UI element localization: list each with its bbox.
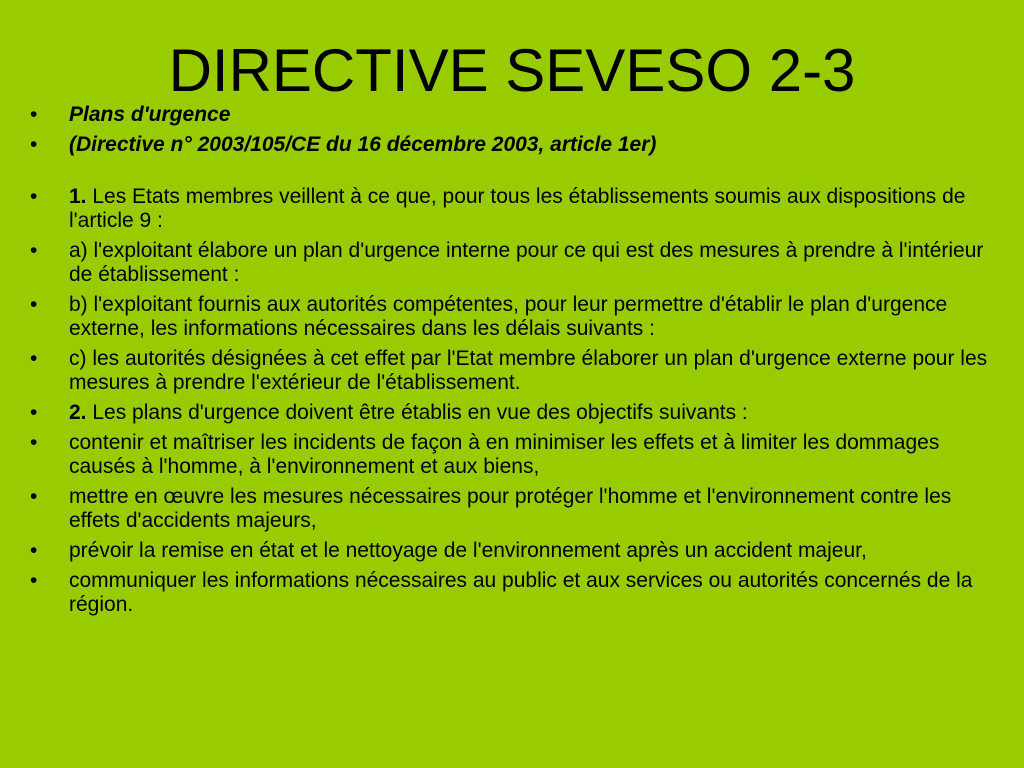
bullet-item-point-a (30, 239, 1000, 287)
bullet-icon: • (30, 133, 38, 156)
bullet-item-objective-communicate (30, 569, 1000, 617)
bullet-icon: • (30, 431, 38, 454)
bullet-text: mettre en œuvre les mesures nécessaires pour protéger l'homme et l'environnement contre les effets d'accidents majeurs, (69, 485, 952, 532)
bullet-text: Les Etats membres veillent à ce que, pour tous les établissements soumis aux dispositions de l'article 9 : (69, 185, 966, 232)
bullet-icon: • (30, 347, 38, 370)
bullet-item-objective-protect (30, 485, 1000, 533)
bullet-text: b) l'exploitant fournis aux autorités compétentes, pour leur permettre d'établir le plan d'urgence externe, les informations nécessaires dans les délais suivants : (69, 293, 948, 340)
bullet-item-point-2 (30, 401, 1000, 425)
bullet-item-point-1 (30, 185, 1000, 233)
bullet-list (30, 103, 1000, 617)
bullet-item-point-b (30, 293, 1000, 341)
bullet-item-objective-contain (30, 431, 1000, 479)
bullet-text: (Directive n° 2003/105/CE du 16 décembre 2003, article 1er) (69, 133, 657, 156)
slide-content (30, 103, 1000, 623)
bullet-icon: • (30, 539, 38, 562)
bullet-icon: • (30, 401, 38, 424)
bullet-text: prévoir la remise en état et le nettoyage de l'environnement après un accident majeur, (69, 539, 867, 562)
bullet-icon: • (30, 569, 38, 592)
slide-title: DIRECTIVE SEVESO 2-3 (168, 37, 856, 104)
bullet-icon: • (30, 103, 38, 126)
bullet-number: 1. (69, 185, 87, 208)
bullet-number: 2. (69, 401, 87, 424)
bullet-text: contenir et maîtriser les incidents de façon à en minimiser les effets et à limiter les dommages causés à l'homme, à l'environnement et aux biens, (69, 431, 940, 478)
bullet-text: communiquer les informations nécessaires au public et aux services ou autorités concernés de la région. (69, 569, 973, 616)
bullet-icon: • (30, 239, 38, 262)
bullet-item-objective-restore (30, 539, 1000, 563)
bullet-text: a) l'exploitant élabore un plan d'urgence interne pour ce qui est des mesures à prendre à l'intérieur de établissement : (69, 239, 984, 286)
bullet-item-directive-ref (30, 133, 1000, 157)
bullet-item-plans-urgence (30, 103, 1000, 127)
bullet-icon: • (30, 293, 38, 316)
bullet-icon: • (30, 185, 38, 208)
bullet-icon: • (30, 485, 38, 508)
bullet-item-point-c (30, 347, 1000, 395)
bullet-text: Les plans d'urgence doivent être établis en vue des objectifs suivants : (86, 401, 748, 424)
bullet-text: Plans d'urgence (69, 103, 231, 126)
bullet-text: c) les autorités désignées à cet effet par l'Etat membre élaborer un plan d'urgence externe pour les mesures à prendre l'extérieur de l'établissement. (69, 347, 988, 394)
